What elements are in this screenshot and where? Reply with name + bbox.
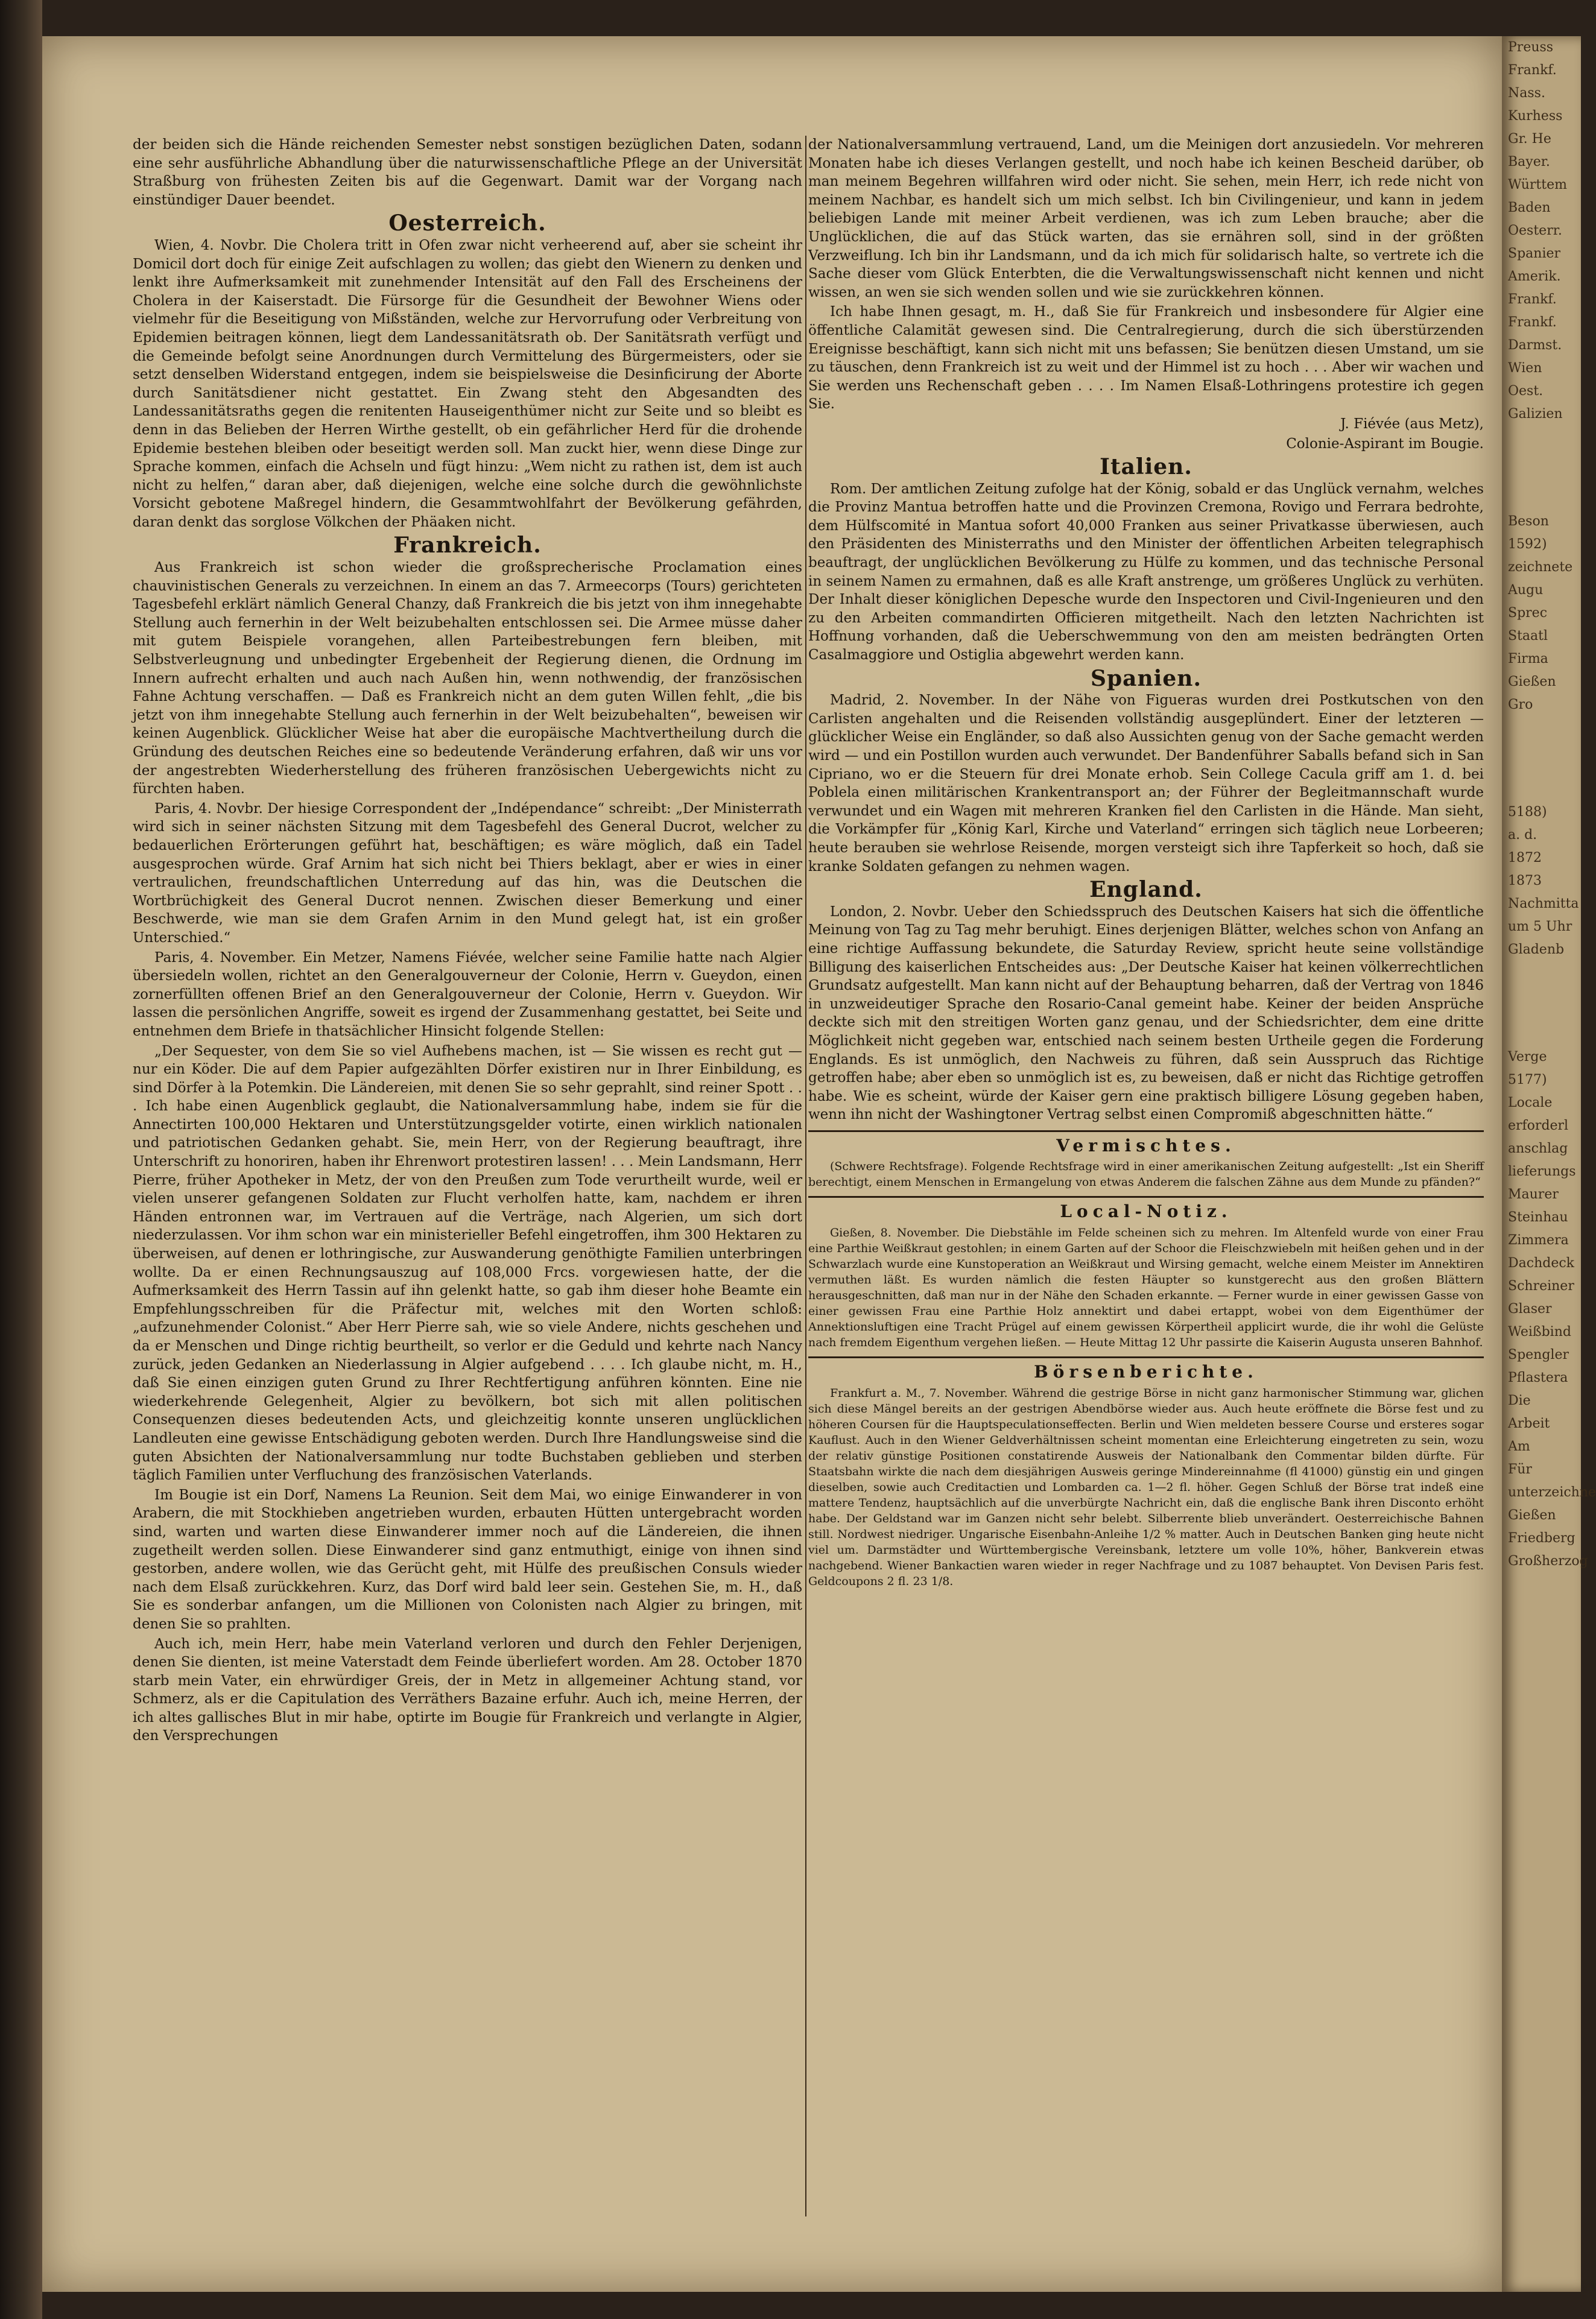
adjacent-page-fragment: Spengler — [1508, 1347, 1569, 1362]
article-rom-paragraph: Rom. Der amtlichen Zeitung zufolge hat der König, sobald er das Unglück vernahm, welches die Provinz Mantua betroffen hatte und die Provinzen Cremona, Rovigo und Ferrara bedrohte, dem Hülfscomité in Mantua sofort 40,000 Franken aus seiner Privatkasse überwiesen, auch den Präsidenten des Ministerraths und den Minister der öffentlichen Arbeiten telegraphisch beauftragt, der unglücklichen Bevölkerung zu Hülfe zu kommen, und das technische Personal in seinem Namen zu ermahnen, daß es alle Kraft anstrenge, um größeres Unglück zu verhüten. Der Inhalt dieser königlichen Depesche wurde den Inspectoren und Civil-Ingenieuren und den zu den Arbeiten commandirten Officieren mitgetheilt. Nach den letzten Nachrichten ist Hoffnung vorhanden, daß die Ueberschwemmung von den am meisten bedrängten Orten Casalmaggiore und Ostiglia abgewehrt werden kann. — [808, 481, 1484, 663]
adjacent-page-fragment: 5177) — [1508, 1072, 1547, 1087]
adjacent-page-fragment: a. d. — [1508, 827, 1537, 843]
adjacent-page-fragment: Beson — [1508, 514, 1549, 529]
section-heading-frankreich: Frankreich. — [393, 533, 542, 558]
adjacent-page-fragment: 1872 — [1508, 850, 1542, 865]
adjacent-page-fragment: um 5 Uhr — [1508, 919, 1572, 934]
section-heading-england: England. — [1089, 877, 1203, 903]
section-rule — [808, 1130, 1484, 1132]
adjacent-page-fragment: Preuss — [1508, 40, 1554, 55]
article-intro-paragraph: der beiden sich die Hände reichenden Semester nebst sonstigen bezüglichen Daten, sodann eine sehr ausführliche Abhandlung über die naturwissenschaftliche Pflege an der Universität Straßburg von frühesten Zeiten bis auf die Gegenwart. Damit war der Vorgang nach einstündiger Dauer beendet. — [133, 137, 802, 208]
signature-title: Colonie-Aspirant im Bougie. — [1286, 435, 1484, 452]
right-column — [808, 136, 1484, 2216]
adjacent-page-fragment: Am — [1508, 1439, 1530, 1454]
adjacent-page-fragment: Kurhess — [1508, 109, 1563, 124]
adjacent-page-fragment: Weißbind — [1508, 1324, 1571, 1340]
adjacent-page-fragment: Gro — [1508, 697, 1533, 712]
adjacent-page-fragment: Die — [1508, 1393, 1531, 1408]
article-sequester-paragraph: „Der Sequester, von dem Sie so viel Aufhebens machen, ist — Sie wissen es recht gut — nur ein Köder. Die auf dem Papier aufgezählten Dörfer existiren nur in Ihrer Einbildung, es sind Dörfer à la Potemkin. Die Ländereien, mit denen Sie so sehr geprahlt, sind reiner Spott . . . Ich habe einen Augenblick geglaubt, die Nationalversammlung habe, indem sie für die Annectirten 100,000 Hektaren und Unterstützungsgelder votirte, einen wirklich nationalen und patriotischen Gedanken gehabt. Sie, mein Herr, von der Regierung beauftragt, ihre Unterschrift zu honoriren, haben ihr Ehrenwort protestiren lassen! . . . Mein Landsmann, Herr Pierre, früher Apotheker in Metz, der von den Preußen zum Tode verurtheilt wurde, weil er vielen unserer gefangenen Soldaten zur Flucht verholfen hatte, kam, nachdem er ihren Händen entronnen war, im Vertrauen auf die Verträge, nach Algerien, um sich dort niederzulassen. Vor ihm schon war ein ministerieller Befehl eingetroffen, ihm 300 Hektaren zu überweisen, auf denen er lothringische, zur Auswanderung genöthigte Familien unterbringen wollte. Da er einen Rechnungsauszug auf 108,000 Frcs. vorgewiesen hatte, der die Aufmerksamkeit des Herrn Tassin auf ihn gelenkt hatte, so gab ihm dieser hohe Beamte ein Empfehlungsschreiben für die Präfectur mit, welches mit den Worten schloß: „aufzunehmender Colonist.“ Aber Herr Pierre sah, wie so viele Andere, nichts geschehen und da er Menschen und Dinge richtig beurtheilt, so verlor er die Geduld und kehrte nach Nancy zurück, jeden Gedanken an Niederlassung in Algier aufgebend . . . . Ich glaube nicht, m. H., daß Sie einen einzigen guten Grund zu Ihrer Rechtfertigung anführen könnten. Eine nie wiederkehrende Gelegenheit, Algier zu bevölkern, bot sich mit allen politischen Consequenzen dieses bedeutenden Acts, und gleichzeitig konnte unseren unglücklichen Landleuten eine gewisse Entschädigung geboten werden. Durch Ihre Handlungsweise sind die guten Absichten der Nationalversammlung nur todte Buchstaben geblieben und sterben täglich Familien unter Verfluchung des französischen Vaterlands. — [133, 1043, 802, 1484]
adjacent-page-fragment: Württem — [1508, 177, 1567, 192]
adjacent-page-fragment: Steinhau — [1508, 1210, 1568, 1225]
adjacent-page-fragment: Oesterr. — [1508, 223, 1562, 238]
adjacent-page-fragment: Frankf. — [1508, 63, 1557, 78]
adjacent-page-fragment: Augu — [1508, 583, 1544, 598]
adjacent-page-fragment: Spanier — [1508, 246, 1561, 261]
left-column — [133, 136, 802, 2216]
adjacent-page-fragment: Sprec — [1508, 606, 1548, 621]
article-frankreich-paragraph: Aus Frankreich ist schon wieder die großsprecherische Proclamation eines chauvinistischen Generals zu verzeichnen. In einem an das 7. Armeecorps (Tours) gerichteten Tagesbefehl erklärt nämlich General Chanzy, daß Frankreich die bis jetzt von ihm innegehabte Stellung auch fernerhin in der Welt beizubehalten entschlossen sei. Die Armee müsse daher mit gutem Beispiele vorangehen, allen Parteibestrebungen fern bleiben, mit Selbstverleugnung und unbedingter Ergebenheit der Regierung dienen, die Ordnung im Innern aufrecht erhalten und auch nach Außen hin, wenn nothwendig, der französischen Fahne Achtung verschaffen. — Daß es Frankreich nicht an dem guten Willen fehlt, „die bis jetzt von ihm innegehabte Stellung auch fernerhin in der Welt beizubehalten“, beweisen wir keinen Augenblick. Glücklicher Weise hat aber die europäische Machtvertheilung durch die Gründung des deutschen Reiches eine so bedeutende Veränderung erfahren, daß wir uns vor der angestrebten Wiederherstellung des früheren französischen Uebergewichts nicht zu fürchten haben. — [133, 560, 802, 797]
adjacent-page-fragment: Arbeit — [1508, 1416, 1550, 1431]
book-binding-edge — [0, 0, 42, 2319]
adjacent-page-fragment: Frankf. — [1508, 315, 1557, 330]
section-heading-oesterreich: Oesterreich. — [388, 210, 546, 236]
adjacent-page-fragment: Baden — [1508, 200, 1551, 215]
article-paris-fievee-paragraph: Paris, 4. November. Ein Metzer, Namens Fiévée, welcher seine Familie hatte nach Algier übersiedeln wollen, richtet an den Generalgouverneur der Colonie, Herrn v. Gueydon, einen zornerfüllten offenen Brief an den Generalgouverneur der Colonie, Herrn v. Gueydon. Wir lassen die persönlichen Angriffe, soweit es irgend der Zusammenhang gestattet, bei Seite und entnehmen dem Briefe in thatsächlicher Hinsicht folgende Stellen: — [133, 949, 802, 1039]
adjacent-page-fragment: Glaser — [1508, 1302, 1552, 1317]
article-gesagt-paragraph: Ich habe Ihnen gesagt, m. H., daß Sie für Frankreich und insbesondere für Algier eine öffentliche Calamität gewesen sind. Die Centralregierung, durch die sich überstürzenden Ereignisse beschäftigt, kann sich nicht mit uns befassen; Sie benützen diesen Umstand, um sie zu täuschen, denn Frankreich ist zu weit und der Himmel ist zu hoch . . . Aber wir wachen und Sie werden uns Rechenschaft geben . . . . Im Namen Elsaß-Lothringens protestire ich gegen Sie. — [808, 304, 1484, 413]
article-vermischtes-paragraph: (Schwere Rechtsfrage). Folgende Rechtsfrage wird in einer amerikanischen Zeitung aufgestellt: „Ist ein Sheriff berechtigt, einem Menschen in Ermangelung von etwas Anderem die falschen Zähne aus dem Munde zu pfänden?“ — [808, 1160, 1484, 1189]
section-heading-boersenberichte: Börsenberichte. — [1034, 1362, 1258, 1382]
column-divider — [805, 136, 806, 2216]
adjacent-page-fragment: Darmst. — [1508, 338, 1562, 353]
adjacent-page-fragment: Friedberg — [1508, 1531, 1575, 1546]
adjacent-page-fragment: 1873 — [1508, 873, 1542, 888]
adjacent-page-fragment: Nachmitta — [1508, 896, 1579, 911]
article-vaterland-paragraph: Auch ich, mein Herr, habe mein Vaterland verloren und durch den Fehler Derjenigen, denen Sie dienten, ist meine Vaterstadt dem Feinde überliefert worden. Am 28. October 1870 starb mein Vater, ein ehrwürdiger Greis, der in Metz in allgemeiner Achtung stand, vor Schmerz, als er die Capitulation des Verräthers Bazaine erfuhr. Auch ich, meine Herren, der ich altes gallisches Blut in mir habe, optirte im Bougie für Frankreich und verlangte in Algier, den Versprechungen — [133, 1636, 802, 1744]
adjacent-page-fragment: unterzeichne — [1508, 1485, 1596, 1500]
article-paris-indep-paragraph: Paris, 4. Novbr. Der hiesige Correspondent der „Indépendance“ schreibt: „Der Ministerrath wird sich in seiner nächsten Sitzung mit dem Tagesbefehl des General Ducrot, welcher zu bedauerlichen Erörterungen geführt hat, beschäftigen; es wäre möglich, daß ein Tadel ausgesprochen würde. Graf Arnim hat sich nicht bei Thiers beklagt, aber er wies in einer vertraulichen, freundschaftlichen Unterredung auf das hin, was die Deutschen die Wortbrüchigkeit des General Ducrot nennen. Zwischen dieser Bemerkung und einer Beschwerde, wie man sie dem Grafen Arnim in den Mund gelegt hat, ist ein großer Unterschied.“ — [133, 800, 802, 946]
article-continuation-paragraph: der Nationalversammlung vertrauend, Land, um die Meinigen dort anzusiedeln. Vor mehreren Monaten habe ich dieses Verlangen gestellt, und noch habe ich keinen Bescheid darüber, ob man meinem Begehren willfahren wird oder nicht. Sie sehen, mein Herr, ich rede nicht von meinem Nachbar, es handelt sich um mich selbst. Ich bin Civilingenieur, und kann in jedem beliebigen Lande mit meiner Arbeit verdienen, was ich zum Leben brauche; aber die Unglücklichen, die auf das Stück warten, das sie ernähren soll, sind in der größten Verzweiflung. Ich bin ihr Landsmann, und da ich mich für solidarisch halte, so vertrete ich die Sache dieser vom Glück Enterbten, die die Verwaltungswissenschaft nicht kennen und nicht wissen, an wen sie sich wenden sollen und wie sie zurückkehren können. — [808, 137, 1484, 300]
adjacent-page-fragment: Gladenb — [1508, 942, 1565, 957]
section-heading-spanien: Spanien. — [1091, 665, 1202, 691]
adjacent-page-fragment: Frankf. — [1508, 292, 1557, 307]
adjacent-page-fragment: Amerik. — [1508, 269, 1561, 284]
adjacent-page-fragment: Staatl — [1508, 628, 1548, 644]
adjacent-page-fragment: Pflastera — [1508, 1370, 1568, 1385]
adjacent-page-fragment: 1592) — [1508, 537, 1547, 552]
adjacent-page-fragment: erforderl — [1508, 1118, 1569, 1133]
adjacent-page-fragment: Dachdeck — [1508, 1256, 1574, 1271]
adjacent-page-fragment: Verge — [1508, 1049, 1547, 1065]
adjacent-page-fragment: anschlag — [1508, 1141, 1568, 1156]
article-local-paragraph: Gießen, 8. November. Die Diebstähle im Felde scheinen sich zu mehren. Im Altenfeld wurde von einer Frau eine Parthie Weißkraut gestohlen; in einem Garten auf der Schoor die Fleischzwiebeln mit heißen gehen und in der Schwarzlach wurde eine Kunstoperation an Weißkraut und Wirsing gemacht, welche einem Meister im Annektiren vermuthen läßt. Es wurden nämlich die festen Häupter so kunstgerecht aus den großen Blättern herausgeschnitten, daß man nur in der Nähe den Schaden erkannte. — Ferner wurde in einer gewissen Gasse von einer gewissen Frau eine Parthie Holz annektirt und dabei ertappt, wobei von dem Eigenthümer der Annektionsluftigen eine Tracht Prügel auf einem gewissen Körpertheil applicirt wurde, die ihr wohl die Gelüste nach fremdem Eigenthum vergehen ließen. — Heute Mittag 12 Uhr passirte die Kaiserin Augusta unseren Bahnhof. — [808, 1226, 1484, 1350]
adjacent-page-fragment: zeichnete — [1508, 560, 1573, 575]
adjacent-page-fragment: Firma — [1508, 651, 1548, 666]
article-wien-paragraph: Wien, 4. Novbr. Die Cholera tritt in Ofen zwar nicht verheerend auf, aber sie scheint ihr Domicil dort doch für einige Zeit aufschlagen zu wollen; das giebt den Wienern zu denken und lenkt ihre Aufmerksamkeit mit zunehmender Intensität auf den Fall des Erscheinens der Cholera in der Kaiserstadt. Die Fürsorge für die Gesundheit der Bewohner Wiens oder vielmehr für die Beseitigung von Mißständen, welche zur Hervorrufung oder Verbreitung von Epidemien beitragen können, liegt dem Landessanitätsrath ob. Der Sanitätsrath verfügt und die Gemeinde befolgt seine Anordnungen durch Vermittelung des Bürgermeisters, oder sie setzt denselben Widerstand entgegen, indem sie beispielsweise die Desinficirung der Aborte durch Sanitätsdiener nicht gestattet. Ein Zwang steht den Abgesandten des Landessanitätsraths gegen die renitenten Hauseigenthümer nicht zur Seite und so bleibt es denn in das Belieben der Herren Wirthe gestellt, ob ein gefährlicher Herd für die drohende Epidemie bestehen bleiben oder beseitigt werden soll. Man zuckt hier, wenn diese Dinge zur Sprache kommen, einfach die Achseln und fügt hinzu: „Wem nicht zu rathen ist, dem ist auch nicht zu helfen,“ daran aber, daß diejenigen, welche eine solche durch die gewöhnlichste Vorsicht gebotene Maßregel hindern, die Gesammtwohlfahrt der Bevölkerung gefährden, daran denkt das sorglose Völkchen der Phäaken nicht. — [133, 237, 802, 530]
adjacent-page-fragment: Locale — [1508, 1095, 1553, 1110]
adjacent-page-fragment: Großherzog — [1508, 1554, 1588, 1569]
adjacent-page-fragment: lieferungs — [1508, 1164, 1576, 1179]
adjacent-page-fragment: Gießen — [1508, 1508, 1556, 1523]
section-rule — [808, 1356, 1484, 1358]
adjacent-page-fragment: Gr. He — [1508, 131, 1551, 147]
adjacent-page-fragment: Maurer — [1508, 1187, 1559, 1202]
article-boerse-paragraph: Frankfurt a. M., 7. November. Während die gestrige Börse in nicht ganz harmonischer Stimmung war, glichen sich diese Mängel bereits an der gestrigen Abendbörse wieder aus. Auch heute eröffnete die Börse fest und zu höheren Coursen für die Hauptspeculationseffecten. Berlin und Wien meldeten bessere Course und ersteres sogar Kauflust. Auch in den Wiener Geldverhältnissen scheint momentan eine Erleichterung eingetreten zu sein, wozu der relativ günstige Positionen constatirende Ausweis der Nationalbank den Commentar bilden dürfte. Für Staatsbahn wirkte die nach dem diesjährigen Ausweis geringe Mindereinnahme (fl 41000) günstig ein und gingen dieselben, sowie auch Creditactien und Lombarden ca. 1—2 fl. höher. Gegen Schluß der Börse trat indeß eine mattere Tendenz, hauptsächlich auf die unverbürgte Nachricht ein, daß die englische Bank ihren Disconto erhöht habe. Der Geldstand war im Ganzen nicht sehr belebt. Silberrente blieb unverändert. Oesterreichische Bahnen still. Nordwest niedriger. Ungarische Eisenbahn-Anleihe 1/2 % matter. Auch in Deutschen Banken ging heute nicht viel um. Darmstädter und Württembergische Vereinsbank, letztere um volle 10%, höher, Bankverein etwas nachgebend. Wiener Bankactien waren wieder in reger Nachfrage und zu 1087 behauptet. Von Devisen Paris fest. Geldcoupons 2 fl. 23 1/8. — [808, 1386, 1484, 1588]
adjacent-page-fragment: Nass. — [1508, 86, 1545, 101]
section-heading-local-notiz: Local-Notiz. — [1060, 1201, 1232, 1222]
signature-name: J. Fiévée (aus Metz), — [1340, 416, 1484, 432]
adjacent-page-fragment: Gießen — [1508, 674, 1556, 689]
adjacent-page-fragment: Bayer. — [1508, 154, 1550, 169]
article-london-paragraph: London, 2. Novbr. Ueber den Schiedsspruch des Deutschen Kaisers hat sich die öffentliche Meinung von Tag zu Tag mehr beruhigt. Eines derjenigen Blätter, welches schon von Anfang an eine richtige Auffassung bekundete, die Saturday Review, spricht heute seine vollständige Billigung des kaiserlichen Entscheides aus: „Der Deutsche Kaiser hat keinen völkerrechtlichen Grundsatz aufgestellt. Man kann nicht auf der Behauptung beharren, daß der Vertrag von 1846 in unzweideutiger Sprache den Rosario-Canal gemeint habe. Keiner der beiden Ansprüche deckte sich mit den streitigen Worten ganz genau, und der Schiedsrichter, dem eine dritte Möglichkeit nicht gegeben war, entschied nach seinem besten Urtheile gegen die Forderung Englands. Es ist unmöglich, den Nachweis zu führen, daß sein Ausspruch das Richtige getroffen habe; aber eben so unmöglich ist es, zu beweisen, daß er nicht das Richtige getroffen habe. Wie es scheint, würde der Kaiser gern eine praktisch billigere Lösung gegeben haben, wenn ihn nicht der Washingtoner Vertrag selbst einen Compromiß abgeschnitten hätte.“ — [808, 903, 1484, 1123]
adjacent-page-fragment: Galizien — [1508, 407, 1563, 422]
adjacent-page-fragment: Wien — [1508, 361, 1542, 376]
article-bougie-paragraph: Im Bougie ist ein Dorf, Namens La Reunion. Seit dem Mai, wo einige Einwanderer in von Arabern, die mit Stockhieben angetrieben wurden, erbauten Hütten untergebracht worden sind, warten und warten diese Einwanderer immer noch auf die Ländereien, die ihnen zugetheilt werden sollen. Diese Einwanderer sind ganz entmuthigt, einige von ihnen sind gestorben, andere wollen, wie das Gerücht geht, mit Hülfe des preußischen Consuls wieder nach dem Elsaß zurückkehren. Kurz, das Dorf wird bald leer sein. Gestehen Sie, m. H., daß Sie es sonderbar anfangen, um die Millionen von Colonisten nach Algier zu bringen, mit denen Sie so prahlten. — [133, 1487, 802, 1632]
article-madrid-paragraph: Madrid, 2. November. In der Nähe von Figueras wurden drei Postkutschen von den Carlisten angehalten und die Reisenden vollständig ausgeplündert. Einer der letzteren — glücklicher Weise ein Engländer, so daß also Aussichten genug von der Sache gemacht werden wird — und ein Postillon wurden auch verwundet. Der Bandenführer Saballs befand sich in San Cipriano, wo er die Steuern für drei Monate erhob. Sein College Cacula griff am 1. d. bei Poblela einen militärischen Krankentransport an; der Führer der Begleitmannschaft wurde verwundet und ein Wagen mit mehreren Kranken fiel den Carlisten in die Hände. Man sieht, die Vorkämpfer für „König Karl, Kirche und Vaterland“ erringen sich täglich neue Lorbeeren; heute berauben sie wehrlose Reisende, morgen versteigt sich ihre Tapferkeit so hoch, daß sie kranke Soldaten gefangen zu nehmen wagen. — [808, 692, 1484, 875]
section-heading-vermischtes: Vermischtes. — [1056, 1135, 1236, 1156]
section-rule — [808, 1196, 1484, 1198]
adjacent-page-strip — [1502, 36, 1596, 2292]
adjacent-page-fragment: Schreiner — [1508, 1279, 1574, 1294]
adjacent-page-fragment: Für — [1508, 1462, 1532, 1477]
adjacent-page-fragment: Oest. — [1508, 384, 1544, 399]
section-heading-italien: Italien. — [1100, 454, 1192, 480]
adjacent-page-fragment: Zimmera — [1508, 1233, 1569, 1248]
adjacent-page-fragment: 5188) — [1508, 805, 1547, 820]
adjacent-page-fragments — [1502, 36, 1596, 1573]
